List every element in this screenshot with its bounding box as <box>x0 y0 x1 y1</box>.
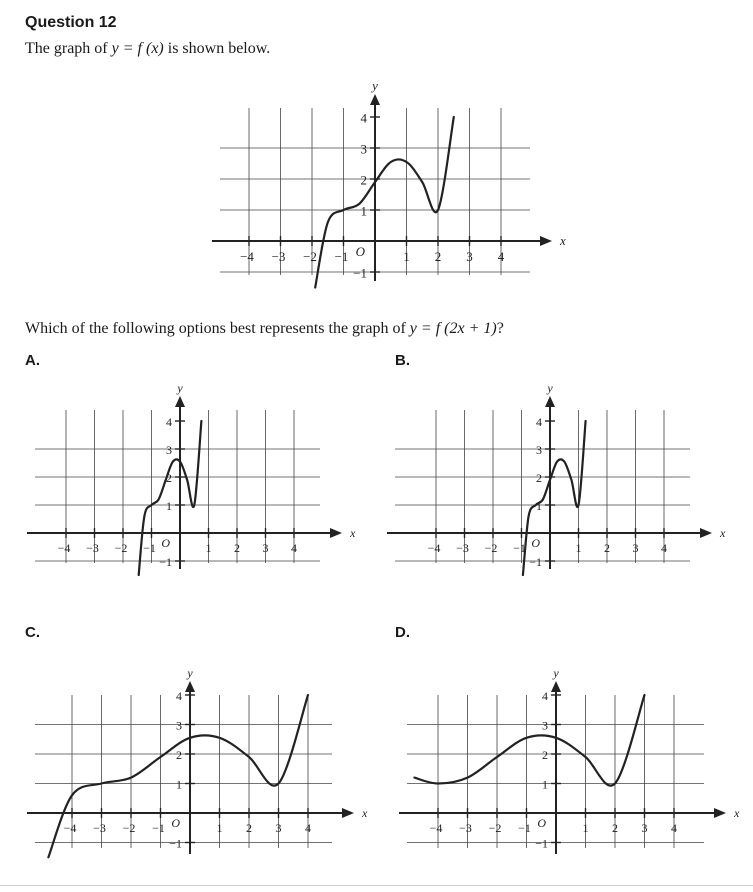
graph-main <box>200 78 566 305</box>
y-tick-label: 3 <box>542 718 548 733</box>
x-tick-label: 2 <box>246 821 252 835</box>
question-stem <box>25 40 270 58</box>
x-tick-label: 3 <box>275 821 282 835</box>
option-b-label[interactable]: B. <box>395 352 410 369</box>
x-tick-label: 2 <box>434 249 442 264</box>
y-tick-label: 2 <box>176 748 182 762</box>
y-tick-label: 1 <box>536 499 542 513</box>
x-tick-label: 3 <box>466 249 473 264</box>
x-tick-label: −1 <box>143 541 156 555</box>
x-axis-arrow-icon <box>540 236 552 246</box>
y-tick-label: −1 <box>529 555 542 569</box>
y-axis-arrow-icon <box>551 681 561 692</box>
x-tick-label: −1 <box>334 249 349 264</box>
x-tick-label: 3 <box>262 541 269 555</box>
x-tick-label: 2 <box>234 541 240 555</box>
origin-label: O <box>355 244 365 259</box>
y-tick-label: 1 <box>176 777 182 792</box>
x-tick-label: 4 <box>671 821 677 835</box>
y-axis-label: y <box>553 666 559 680</box>
x-tick-label: −2 <box>114 541 128 555</box>
origin-label: O <box>161 536 170 550</box>
x-tick-label: −3 <box>271 249 286 264</box>
y-tick-label: 1 <box>360 203 367 219</box>
prompt-math: y = f (2x + 1) <box>409 320 497 337</box>
y-tick-label: 3 <box>176 718 182 733</box>
y-axis-label: y <box>177 381 183 395</box>
y-axis-arrow-icon <box>175 396 185 407</box>
origin-label: O <box>531 536 540 550</box>
question-prompt <box>25 320 504 338</box>
y-tick-label: 4 <box>166 415 172 429</box>
prompt-prefix: Which of the following options best represents the graph of <box>25 320 410 337</box>
x-tick-label: 4 <box>291 541 297 555</box>
y-tick-label: 1 <box>542 777 548 792</box>
x-tick-label: −1 <box>518 821 531 835</box>
graph-option-a[interactable] <box>20 381 356 595</box>
x-tick-label: 4 <box>661 541 667 555</box>
x-tick-label: 1 <box>216 821 223 835</box>
y-axis-arrow-icon <box>545 396 555 407</box>
x-tick-label: −3 <box>456 541 469 555</box>
graph-option-b[interactable] <box>390 381 726 595</box>
x-axis-label: x <box>350 526 356 540</box>
option-a-label[interactable]: A. <box>25 352 40 369</box>
x-tick-label: 2 <box>612 821 618 835</box>
x-tick-label: −2 <box>488 821 502 835</box>
y-tick-label: 2 <box>542 748 548 762</box>
function-curve <box>414 695 644 786</box>
x-tick-label: −1 <box>152 821 165 835</box>
x-tick-label: −2 <box>484 541 498 555</box>
y-tick-label: 1 <box>166 499 172 513</box>
y-tick-label: 3 <box>166 443 172 457</box>
y-tick-label: 2 <box>536 471 542 485</box>
x-tick-label: −3 <box>459 821 472 835</box>
stem-prefix: The graph of <box>25 40 112 57</box>
x-tick-label: 1 <box>205 541 212 555</box>
y-tick-label: 4 <box>176 689 182 703</box>
y-tick-label: 4 <box>360 110 367 126</box>
origin-label: O <box>171 816 180 830</box>
option-c-label[interactable]: C. <box>25 624 40 641</box>
x-tick-label: −4 <box>240 249 254 264</box>
y-tick-label: −1 <box>535 836 548 851</box>
x-tick-label: 1 <box>582 821 589 835</box>
y-axis-label: y <box>187 666 193 680</box>
x-axis-label: x <box>734 806 740 820</box>
x-tick-label: 3 <box>641 821 648 835</box>
x-tick-label: −4 <box>427 541 441 555</box>
x-tick-label: −3 <box>93 821 106 835</box>
x-tick-label: 3 <box>632 541 639 555</box>
x-axis-arrow-icon <box>714 808 726 818</box>
x-tick-label: 4 <box>305 821 311 835</box>
y-tick-label: 3 <box>360 141 367 157</box>
y-tick-label: 2 <box>166 471 172 485</box>
y-axis-arrow-icon <box>185 681 195 692</box>
y-axis-label: y <box>547 381 553 395</box>
x-tick-label: 1 <box>575 541 582 555</box>
y-axis-label: y <box>372 78 378 93</box>
y-tick-label: 4 <box>536 415 542 429</box>
x-tick-label: −4 <box>57 541 71 555</box>
x-tick-label: 2 <box>604 541 610 555</box>
x-axis-label: x <box>720 526 726 540</box>
y-tick-label: 4 <box>542 689 548 703</box>
y-tick-label: 2 <box>360 172 367 188</box>
stem-math: y = f (x) <box>111 40 164 57</box>
bottom-divider <box>0 885 753 886</box>
x-axis-arrow-icon <box>330 528 342 538</box>
question-title: Question 12 <box>25 14 117 31</box>
y-tick-label: −1 <box>169 836 182 851</box>
x-tick-label: −3 <box>86 541 99 555</box>
x-axis-arrow-icon <box>700 528 712 538</box>
y-tick-label: 3 <box>536 443 542 457</box>
option-d-label[interactable]: D. <box>395 624 410 641</box>
y-axis-arrow-icon <box>370 94 380 105</box>
x-tick-label: 4 <box>497 249 505 264</box>
x-tick-label: −1 <box>513 541 526 555</box>
x-axis-label: x <box>560 233 566 248</box>
x-tick-label: −2 <box>303 249 317 264</box>
x-tick-label: 1 <box>403 249 410 264</box>
x-tick-label: −2 <box>122 821 136 835</box>
graph-option-d[interactable] <box>392 658 740 868</box>
graph-option-c[interactable] <box>20 658 368 868</box>
origin-label: O <box>537 816 546 830</box>
stem-suffix: is shown below. <box>163 40 271 57</box>
y-tick-label: −1 <box>159 555 172 569</box>
prompt-suffix: ? <box>496 320 504 337</box>
x-tick-label: −4 <box>63 821 77 835</box>
x-axis-arrow-icon <box>342 808 354 818</box>
y-tick-label: −1 <box>353 265 367 281</box>
x-axis-label: x <box>362 806 368 820</box>
x-tick-label: −4 <box>429 821 443 835</box>
